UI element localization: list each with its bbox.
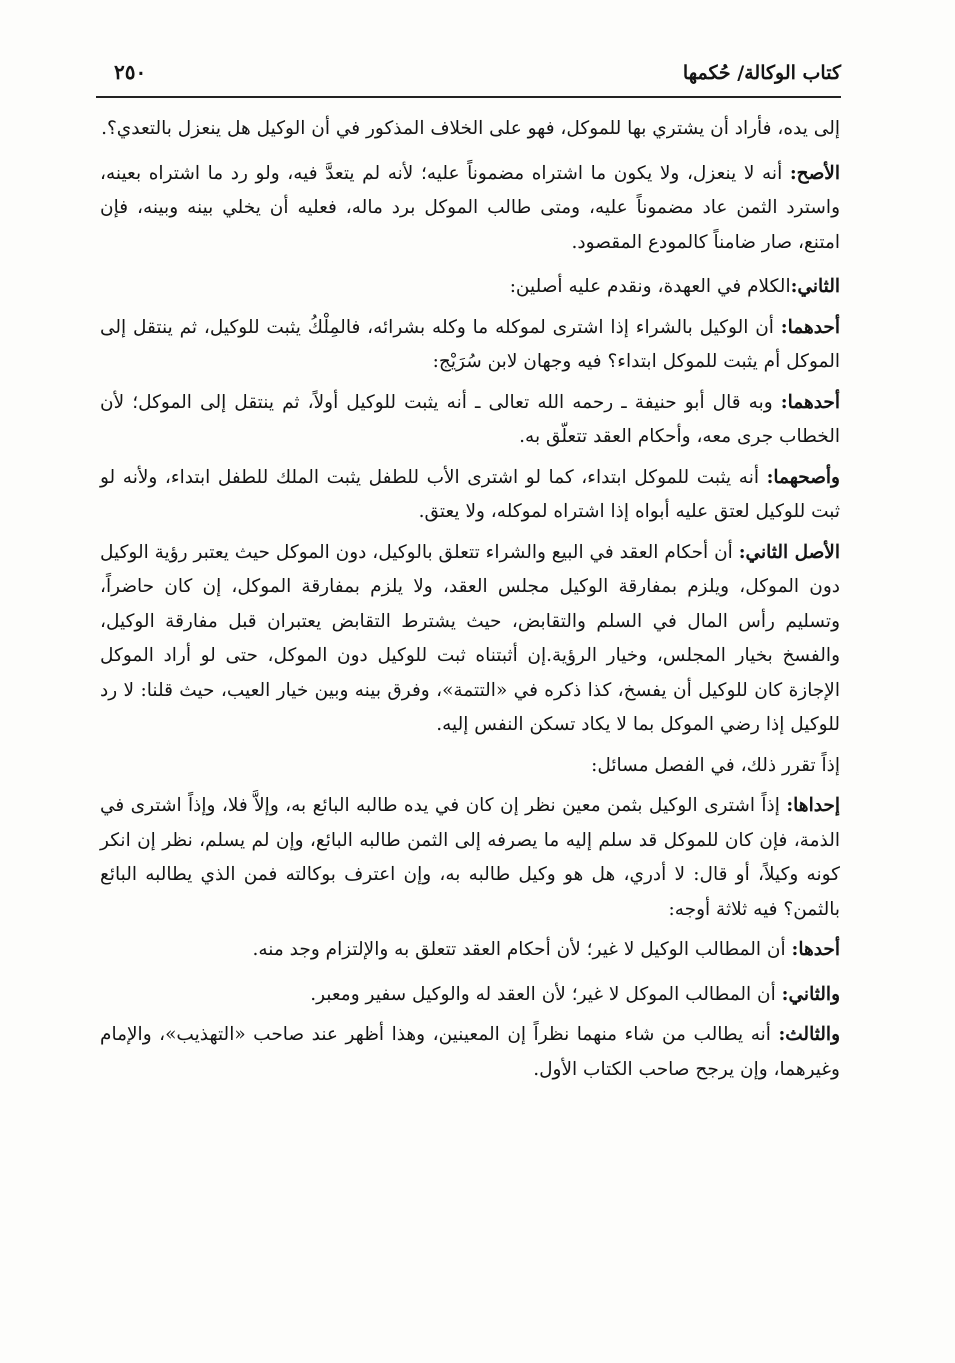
paragraph-text: أن أحكام العقد في البيع والشراء تتعلق بالوكيل، دون الموكل حيث يعتبر رؤية الوكيل دون الموكل، ويلزم بمفارقة الوكيل مجلس العقد، ولا يلزم بمفارقة الموكل، إن كان حاضراً، وتسليم رأس المال في السلم والتقابض، حيث يشترط التقابض يعتبران قبل مفارقة الوكيل، والفسخ بخيار المجلس، وخيار الرؤية.إن أثبتناه ثبت للوكيل دون الموكل، حتى لو أراد الموكل الإجازة كان للوكيل أن يفسخ، كذا ذكره في «التتمة»، وفرق بينه وبين خيار العيب، حيث قلنا: لا رد للوكيل إذا رضي الموكل بما لا يكاد تسكن النفس إليه. bbox=[100, 541, 840, 735]
paragraph-lead: أحدها: bbox=[791, 939, 840, 960]
paragraph bbox=[100, 270, 840, 305]
paragraph bbox=[100, 978, 840, 1013]
paragraph-text: الكلام في العهدة، ونقدم عليه أصلين: bbox=[509, 276, 791, 297]
paragraph-text: أن الوكيل بالشراء إذا اشترى لموكله ما وكله بشرائه، فالمِلْكُ يثبت للوكيل، ثم ينتقل إلى الموكل أم يثبت للموكل ابتداء؟ فيه وجهان لابن سُرَيْج: bbox=[100, 316, 840, 372]
paragraph bbox=[100, 749, 840, 784]
paragraph bbox=[100, 386, 840, 455]
paragraph-lead: أحدهما: bbox=[780, 316, 840, 338]
chapter-title: كتاب الوكالة/ حُكمها bbox=[682, 62, 841, 84]
paragraph-text: أنه يطالب من شاء منهما نظراً إن المعينين، وهذا أظهر عند صاحب «التهذيب»، والإمام وغيرهما، وإن يرجح صاحب الكتاب الأول. bbox=[100, 1024, 840, 1080]
paragraph-text: أن المطالب الموكل لا غير؛ لأن العقد له والوكيل سفير ومعبر. bbox=[310, 983, 782, 1005]
paragraph bbox=[100, 789, 840, 927]
running-header bbox=[96, 56, 841, 96]
paragraph-lead: الأصل الثاني: bbox=[738, 541, 840, 563]
paragraph bbox=[100, 1018, 840, 1087]
paragraph bbox=[100, 461, 840, 530]
paragraph bbox=[100, 311, 840, 380]
paragraph-lead: أحدهما: bbox=[780, 391, 840, 413]
paragraph-lead: والثالث: bbox=[778, 1024, 840, 1045]
paragraph bbox=[100, 933, 840, 968]
paragraph-text: أنه يثبت للموكل ابتداء، كما لو اشترى الأب للطفل يثبت الملك للطفل ابتداء، ولأنه لو ثبت للوكيل لعتق عليه أبواه إذا اشتراه لموكله، ولا يعتق. bbox=[100, 466, 840, 522]
paragraph-lead: إحداها: bbox=[786, 795, 840, 816]
paragraph bbox=[100, 536, 840, 743]
paragraph-text: وبه قال أبو حنيفة ـ رحمه الله تعالى ـ أنه يثبت للوكيل أولاً، ثم ينتقل إلى الموكل؛ لأن الخطاب جرى معه، وأحكام العقد تتعلّق به. bbox=[100, 391, 840, 447]
paragraph-text: إلى يده، فأراد أن يشتري بها للموكل، فهو على الخلاف المذكور في أن الوكيل هل ينعزل بالتعدي؟. bbox=[101, 118, 840, 139]
paragraph-lead: الثاني: bbox=[790, 276, 840, 297]
body-text bbox=[100, 112, 840, 1093]
header-divider bbox=[96, 96, 841, 98]
paragraph-text: إذاً تقرر ذلك، في الفصل مسائل: bbox=[591, 754, 840, 776]
paragraph-text: إذاً اشترى الوكيل بثمن معين نظر إن كان في يده طالبه البائع به، وإلاَّ فلا، وإذاً اشترى في الذمة، فإن كان للموكل قد سلم إليه ما يصرفه إلى الثمن طالبه البائع، وإن لم يسلم، نظر إن انكر كونه وكيلاً، أو قال: لا أدري، هل هو وكيل طالبه به، وإن اعترف بوكالته فمن الذي يطالبه البائع بالثمن؟ فيه ثلاثة أوجه: bbox=[100, 795, 840, 920]
paragraph-text: أنه لا ينعزل، ولا يكون ما اشتراه مضموناً عليه؛ لأنه لم يتعدَّ فيه، ولو رد ما اشتراه بعينه، واسترد الثمن عاد مضموناً عليه، ومتى طالب الموكل برد ماله، فعليه أن يخلي بينه وبينه، فإن امتنع، صار ضامناً كالمودع المقصود. bbox=[100, 162, 840, 253]
paragraph bbox=[100, 112, 840, 147]
paragraph-text: أن المطالب الوكيل لا غير؛ لأن أحكام العقد تتعلق به والإلتزام وجد منه. bbox=[252, 939, 792, 960]
paragraph-lead: والثاني: bbox=[781, 983, 840, 1005]
paragraph bbox=[100, 157, 840, 261]
page-number: ٢٥٠ bbox=[114, 60, 147, 84]
paragraph-lead: الأصح: bbox=[789, 162, 840, 184]
paragraph-lead: وأصحهما: bbox=[766, 466, 840, 488]
